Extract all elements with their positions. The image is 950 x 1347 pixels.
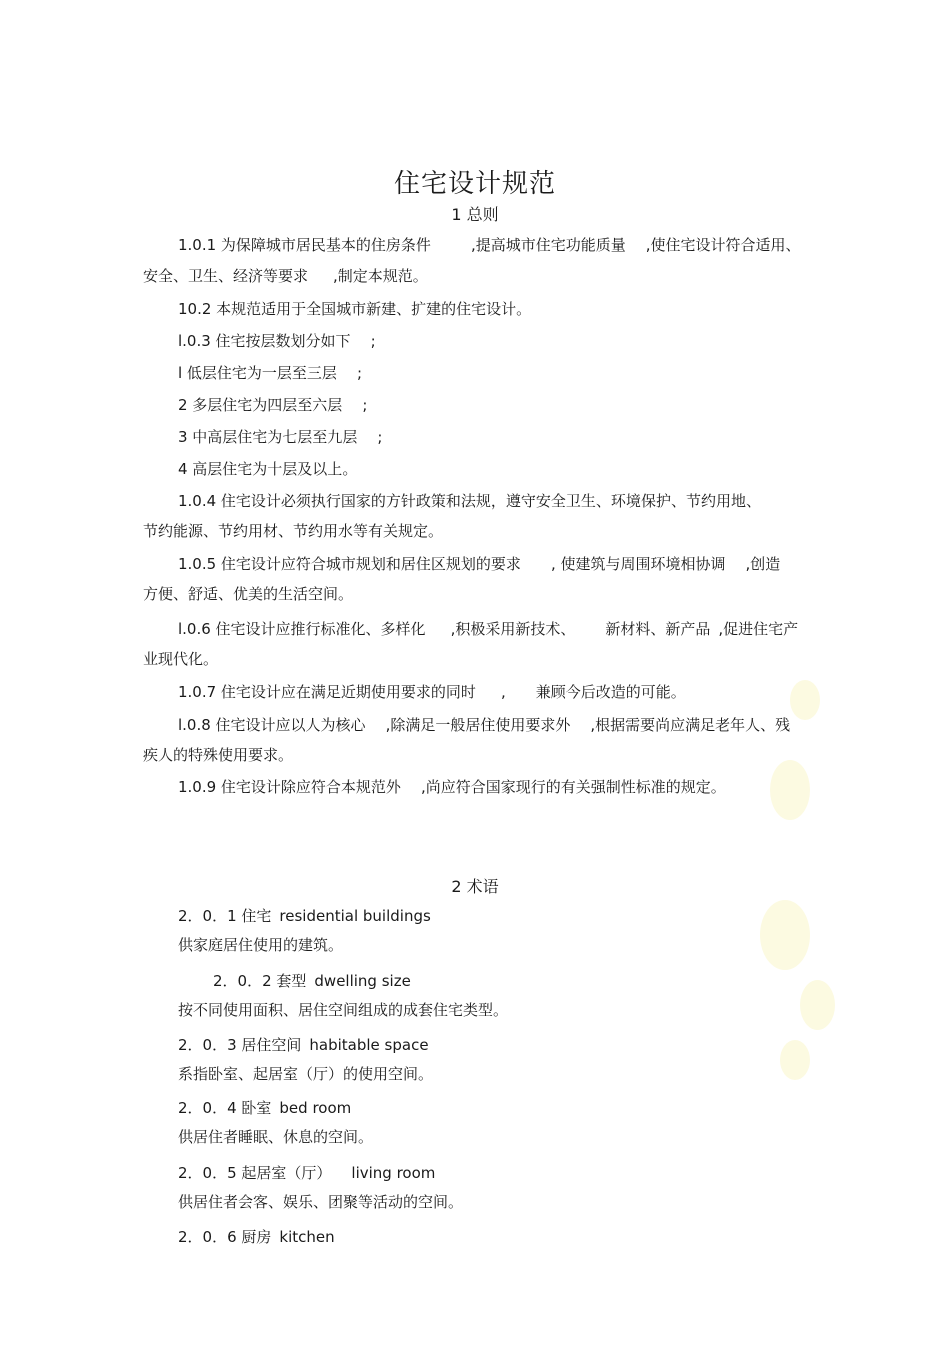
scan-stain [770, 760, 810, 820]
clause-1-0-1-cont: 安全、卫生、经济等要求 ,制定本规范。 [143, 267, 428, 285]
term-2-0-4-definition: 供居住者睡眠、休息的空间。 [178, 1128, 374, 1146]
term-2-0-4: 2．0．4 卧室 bed room [178, 1099, 352, 1117]
clause-1-0-6-cont: 业现代化。 [143, 650, 219, 668]
clause-1-0-3-item-1: l 低层住宅为一层至三层 ; [178, 364, 362, 382]
term-2-0-2: 2．0．2 套型 dwelling size [213, 972, 411, 990]
document-title: 住宅设计规范 [393, 169, 556, 200]
clause-1-0-7: 1.0.7 住宅设计应在满足近期使用要求的同时 , 兼顾今后改造的可能。 [178, 683, 686, 701]
clause-1-0-4: 1.0.4 住宅设计必须执行国家的方针政策和法规，遵守安全卫生、环境保护、节约用地、 [178, 492, 761, 510]
clause-1-0-3-item-3: 3 中高层住宅为七层至九层 ; [178, 428, 383, 446]
clause-1-0-8-cont: 疾人的特殊使用要求。 [143, 746, 294, 764]
term-2-0-1-definition: 供家庭居住使用的建筑。 [178, 936, 344, 954]
scan-stain [790, 680, 820, 720]
clause-1-0-8: l.0.8 住宅设计应以人为核心 ,除满足一般居住使用要求外 ,根据需要尚应满足老年人、残 [178, 716, 791, 734]
scan-stain [760, 900, 810, 970]
term-2-0-6: 2．0．6 厨房 kitchen [178, 1228, 335, 1246]
clause-1-0-2: 10.2 本规范适用于全国城市新建、扩建的住宅设计。 [178, 300, 532, 318]
term-2-0-3-definition: 系指卧室、起居室（厅）的使用空间。 [178, 1065, 434, 1083]
clause-1-0-3: l.0.3 住宅按层数划分如下 ; [178, 332, 376, 350]
clause-1-0-4-cont: 节约能源、节约用材、节约用水等有关规定。 [143, 522, 444, 540]
section-heading-terms: 2 术语 [451, 877, 499, 896]
term-2-0-3: 2．0．3 居住空间 habitable space [178, 1036, 429, 1054]
clause-1-0-5-cont: 方便、舒适、优美的生活空间。 [143, 585, 354, 603]
section-heading-general: 1 总则 [451, 205, 499, 224]
clause-1-0-9: 1.0.9 住宅设计除应符合本规范外 ,尚应符合国家现行的有关强制性标准的规定。 [178, 778, 726, 796]
term-2-0-5: 2．0．5 起居室（厅） living room [178, 1164, 436, 1182]
clause-1-0-3-item-4: 4 高层住宅为十层及以上。 [178, 460, 358, 478]
scan-stain [780, 1040, 810, 1080]
term-2-0-5-definition: 供居住者会客、娱乐、团聚等活动的空间。 [178, 1193, 464, 1211]
clause-1-0-5: 1.0.5 住宅设计应符合城市规划和居住区规划的要求 , 使建筑与周围环境相协调 ,创造 [178, 555, 781, 573]
scan-stain [800, 980, 835, 1030]
clause-1-0-1: 1.0.1 为保障城市居民基本的住房条件 ,提高城市住宅功能质量 ,使住宅设计符合适用、 [178, 236, 801, 254]
clause-1-0-6: l.0.6 住宅设计应推行标准化、多样化 ,积极采用新技术、 新材料、新产品 ,促进住宅产 [178, 620, 799, 638]
clause-1-0-3-item-2: 2 多层住宅为四层至六层 ; [178, 396, 368, 414]
term-2-0-1: 2．0．1 住宅 residential buildings [178, 907, 431, 925]
term-2-0-2-definition: 按不同使用面积、居住空间组成的成套住宅类型。 [178, 1001, 509, 1019]
